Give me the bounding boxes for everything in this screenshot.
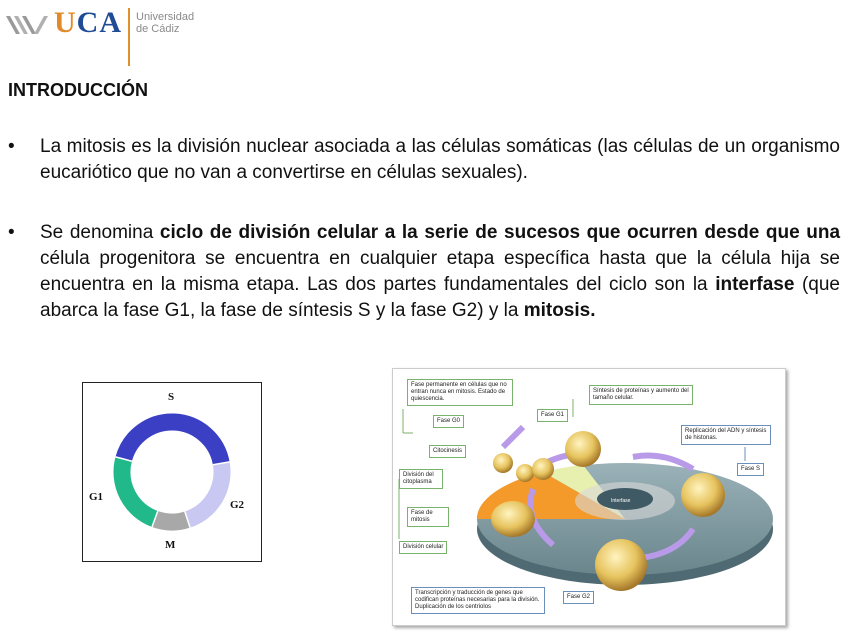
text-segment: (que abarca la fase G1, la fase de síntesis S y la fase G2) y la [40, 274, 840, 321]
bullet-text: La mitosis es la división nuclear asociada a las células somáticas (las células de un organismo eucariótico que no van a convertirse en células sexuales). [40, 136, 840, 183]
logo-divider [128, 8, 130, 66]
uca-logo [4, 4, 264, 66]
university-line-2: de Cádiz [136, 23, 180, 35]
callout-s: Fase S [737, 463, 764, 476]
uca-logo-mark-icon [4, 12, 50, 38]
bullet-text [40, 220, 840, 324]
bold-segment: mitosis. [523, 300, 596, 321]
callout-g1: Fase G1 [537, 409, 568, 422]
bold-segment: ciclo de división celular a la serie de sucesos que ocurren desde que una [159, 222, 841, 243]
label-g1: G1 [89, 491, 104, 503]
callout-s-description: Replicación del ADN y síntesis de histonas. [681, 425, 771, 445]
callout-citocinesis: Citocinesis [429, 445, 466, 458]
callout-fase-mitosis: Fase de mitosis [407, 507, 449, 527]
bold-segment: interfase [715, 274, 795, 295]
cycle-ring [83, 383, 261, 561]
label-g2: G2 [230, 499, 245, 511]
bullet-dot: • [8, 222, 15, 243]
callout-g1-description: Síntesis de proteínas y aumento del tamaño celular. [589, 385, 693, 405]
uca-logo-text: UCA [54, 6, 123, 39]
callout-g2: Fase G2 [563, 591, 594, 604]
callout-g0-description: Fase permanente en células que no entran nunca en mitosis. Estado de quiescencia. [407, 379, 513, 406]
interfase-text: Interfase [611, 498, 631, 504]
arc-m [155, 519, 188, 522]
bullet-dot: • [8, 136, 15, 157]
label-m: M [165, 539, 176, 551]
text-segment: célula progenitora se encuentra en cualquier etapa específica hasta que la célula hija se encuentra en la misma etapa. Las dos partes fundamentales del ciclo son la [40, 248, 840, 295]
arc-s [124, 422, 222, 463]
callout-g2-description: Transcripción y traducción de genes que codifican proteínas necesarias para la división. Duplicación de los centriolos [411, 587, 545, 614]
university-name [136, 11, 194, 35]
arc-g1 [122, 459, 155, 519]
callout-division-celular: División celular [399, 541, 447, 554]
label-s: S [168, 391, 175, 403]
cell-cycle-diagram [82, 382, 262, 562]
arc-g2 [187, 463, 222, 519]
text-segment: Se denomina [40, 222, 160, 243]
university-line-1: Universidad [136, 11, 195, 23]
callout-g0: Fase G0 [433, 415, 464, 428]
callout-division-citoplasma: División del citoplasma [399, 469, 443, 489]
cell-cycle-illustration [392, 368, 786, 626]
section-title: INTRODUCCIÓN [8, 80, 148, 100]
